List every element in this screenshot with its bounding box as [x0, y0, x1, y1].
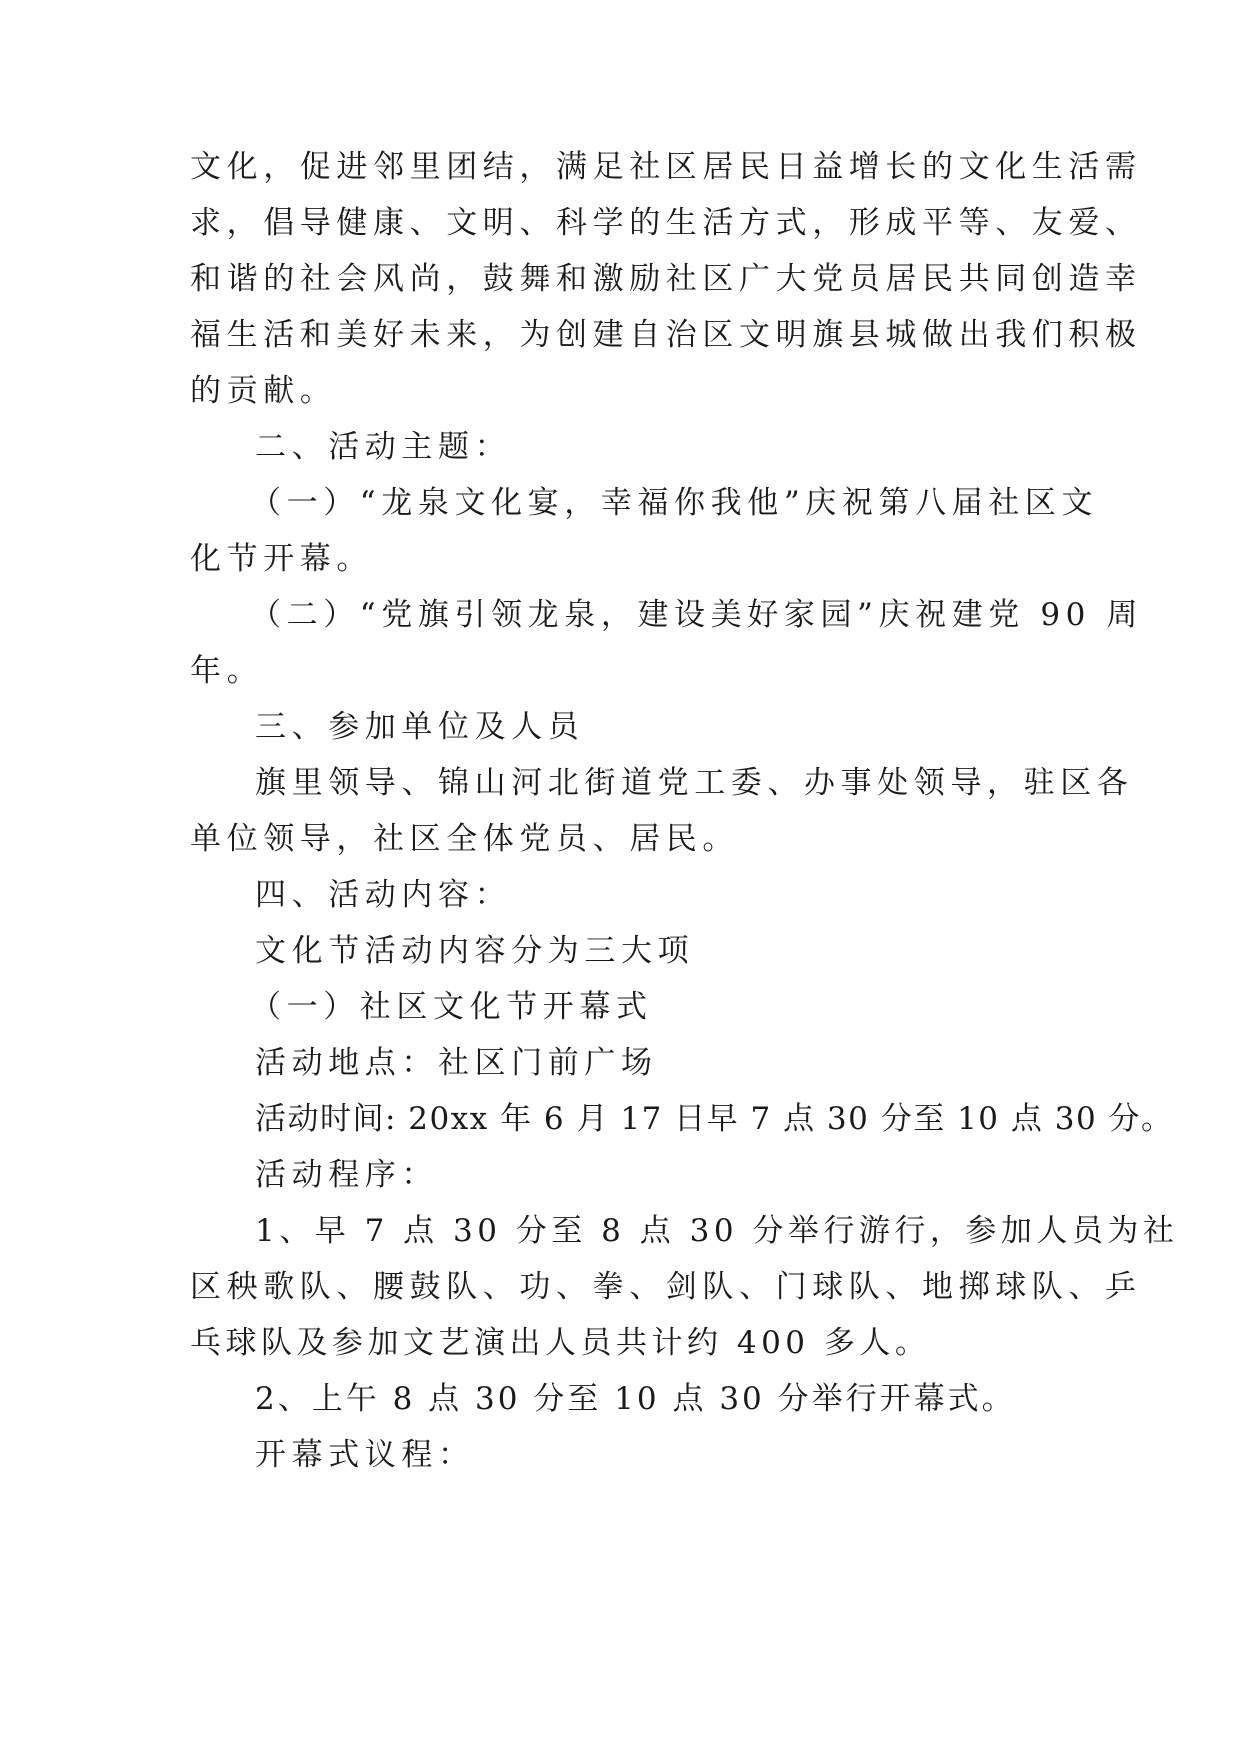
section-heading: 三、参加单位及人员: [255, 709, 585, 745]
body-line: 和谐的社会风尚，鼓舞和激励社区广大党员居民共同创造幸: [190, 261, 1142, 297]
body-line: 活动地点：社区门前广场: [255, 1045, 658, 1081]
section-heading: 四、活动内容：: [255, 877, 512, 913]
body-line: 化节开幕。: [190, 541, 373, 577]
body-line: （一）“龙泉文化宴，幸福你我他”庆祝第八届社区文: [250, 485, 1099, 521]
body-line: 文化，促进邻里团结，满足社区居民日益增长的文化生活需: [190, 149, 1142, 185]
body-line: 年。: [190, 653, 264, 689]
body-line: 开幕式议程：: [255, 1437, 475, 1473]
body-line: 活动程序：: [255, 1157, 438, 1193]
body-line: 福生活和美好未来，为创建自治区文明旗县城做出我们积极: [190, 317, 1142, 353]
body-line: 活动时间: 20xx 年 6 月 17 日早 7 点 30 分至 10 点 30 分。: [255, 1101, 1174, 1137]
sub-heading: （一）社区文化节开幕式: [250, 989, 653, 1025]
body-line: 单位领导，社区全体党员、居民。: [190, 821, 739, 857]
body-line: 区秧歌队、腰鼓队、功、拳、剑队、门球队、地掷球队、乒: [190, 1269, 1142, 1305]
body-line: 文化节活动内容分为三大项: [255, 933, 695, 969]
body-line: 乓球队及参加文艺演出人员共计约 400 多人。: [190, 1325, 931, 1361]
body-line: 求，倡导健康、文明、科学的生活方式，形成平等、友爱、: [190, 205, 1142, 241]
section-heading: 二、活动主题：: [255, 429, 512, 465]
body-line: 2、上午 8 点 30 分至 10 点 30 分举行开幕式。: [255, 1381, 1016, 1417]
body-line: 1、早 7 点 30 分至 8 点 30 分举行游行，参加人员为社: [255, 1213, 1179, 1249]
body-line: 的贡献。: [190, 373, 337, 409]
body-line: 旗里领导、锦山河北街道党工委、办事处领导，驻区各: [255, 765, 1134, 801]
body-line: （二）“党旗引领龙泉，建设美好家园”庆祝建党 90 周: [250, 597, 1144, 633]
